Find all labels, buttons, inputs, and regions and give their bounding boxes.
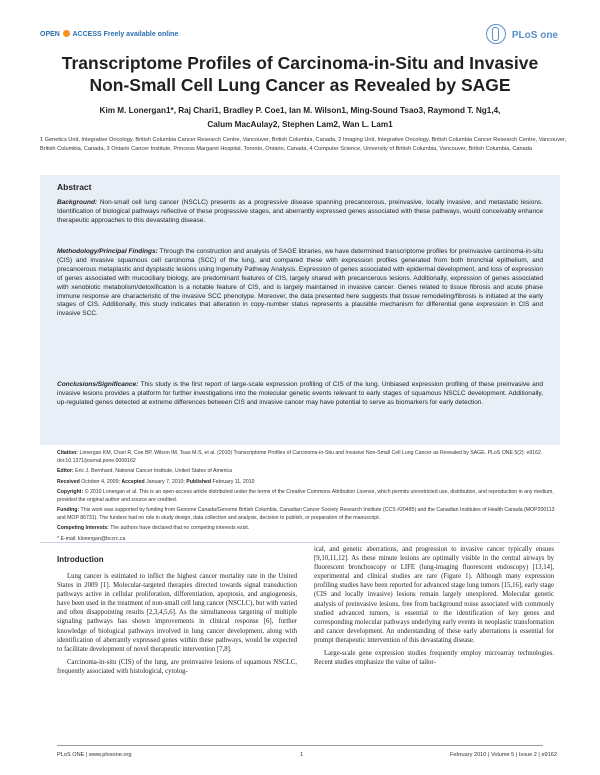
abstract-background [57,199,543,226]
open-access-badge [40,30,178,38]
competing-label: Competing Interests: [57,525,109,531]
open-access-lock-icon [63,30,70,37]
author-list [40,104,560,132]
accepted-label: Accepted [121,478,145,485]
accepted-text: January 7, 2010; [146,478,185,485]
access-label: ACCESS Freely available online [72,31,179,38]
introduction-heading: Introduction [57,555,104,564]
author-line: Calum MacAulay2, Stephen Lam2, Wan L. Lam1 [207,120,393,129]
background-text: Non-small cell lung cancer (NSCLC) presents as a progressive disease spanning precancerous, preinvasive, locally invasive, and metastatic lesions. Identification of biological pathways reflective of these progressive stages, and aberrantly expressed genes associated with these pathways, would conceivably enhance therapeutic approaches to this devastating disease. [57,199,543,224]
competing-interests [57,525,557,533]
published-text: February 11, 2010 [212,478,255,485]
journal-logo-text: PLoS one [511,30,558,41]
corresponding-email[interactable]: * E-mail: klonergan@bccrc.ca [57,535,126,542]
editor-text: Eric J. Bernhard, National Cancer Institute, United States of America [75,468,233,474]
copyright-label: Copyright: [57,489,84,495]
published-label: Published [186,478,212,485]
article-metadata [57,450,557,546]
author-line: Kim M. Lonergan1*, Raj Chari1, Bradley P. Coe1, Ian M. Wilson1, Ming-Sound Tsao3, Raymond T. Ng1,4, [99,106,501,115]
title-line: Transcriptome Profiles of Carcinoma-in-Situ and Invasive [61,53,539,73]
intro-paragraph: ical, and genetic aberrations, and progression to invasive cancer typically ensues [9,10,11,12]. As these minute lesions are optimally visible in the central airways by fluorescent bronchoscopy or LIFE (lung-imaging fluorescent endoscopy) [13,14], experimental and clinical studies are rare (Figure 1). Although many expression profiling studies have been reported for advanced stage lung tumors [15,16], early stage (CIS and locally invasive) lesions remain largely unexplored. Molecular genetic analysis of preinvasive lesions, free from background noise associated with commonly studied advanced tumors, is essential to the identification of key genes and corresponding molecular pathways underlying early events in neoplastic transformation and cancer development. An understanding of these early aberrations is essential for prompt therapeutic intervention of this devastating disease. [314,546,554,644]
footer-issue: February 2010 | Volume 5 | Issue 2 | e9162 [450,752,557,758]
abstract-conclusions [57,381,543,408]
funding [57,507,557,522]
intro-right-column [314,545,554,671]
intro-left-column [57,572,297,680]
received-label: Received [57,478,80,485]
page-number: 1 [300,752,304,758]
intro-paragraph: Lung cancer is estimated to inflict the highest cancer mortality rate in the United States in 2009 [1]. Molecular-targeted therapies directed towards signal transduction pathways active in cellular proliferation, differentiation, apoptosis, and angiogenesis, have been used in the treatment of non-small cell lung cancer (NSCLC), but with varied and often disappointing results [2,3,4,5,6]. As the simultaneous targeting of multiple signaling pathways has shown improvements in clinical response [6], further knowledge of biological pathways involved in lung cancer development, along with identification of aberrantly expressed genes within these pathways, would be expected to facilitate development of novel therapeutic intervention [7,8]. [57,573,297,653]
footer-journal[interactable]: PLoS ONE | www.plosone.org [57,752,132,758]
citation-text: Lonergan KM, Chari R, Coe BP, Wilson IM, Tsao M-S, et al. (2010) Transcriptome Profiles of Carcinoma-in-Situ and Invasive Non-Small Cell Lung Cancer as Revealed by SAGE. PLoS ONE 5(2): e9162. doi:10.1371/journal.pone.0009162 [57,450,543,464]
citation-label: Citation: [57,450,79,456]
affiliations: 1 Genetics Unit, Integrative Oncology, British Columbia Cancer Research Centre, Vancouver, British Columbia, Canada, 2 Imaging Unit, Integrative Oncology, British Columbia Cancer Research Centre, Vancouver, British Columbia, Canada, 3 Ontario Cancer Institute, Princess Margaret Hospital, Toronto, Ontario, Canada, 4 Computer Science, University of British Columbia, Vancouver, British Columbia, Canada [40,137,567,152]
section-divider [40,542,560,543]
conclusions-text: This study is the first report of large-scale expression profiling of CIS of the lung. Unbiased expression profiling of these preinvasive and invasive lesions provides a platform for further investigations into the molecular genetic events relevant to early stages of squamous NSCLC development. Additionally, up-regulated genes detected at extreme differences between CIS and invasive cancer may have potential to serve as biomarkers for early detection. [57,381,543,406]
intro-paragraph: Large-scale gene expression studies frequently employ microarray technologies. Recent studies emphasize the value of tailor- [314,650,554,667]
methods-label: Methodology/Principal Findings: [57,248,158,255]
competing-text: The authors have declared that no competing interests exist. [110,525,250,531]
intro-paragraph: Carcinoma-in-situ (CIS) of the lung, are preinvasive lesions of squamous NSCLC, frequently associated with histological, cytolog- [57,658,297,675]
conclusions-label: Conclusions/Significance: [57,381,139,388]
abstract-methods [57,248,543,319]
background-label: Background: [57,199,98,206]
copyright-text: © 2010 Lonergan et al. This is an open-access article distributed under the terms of the Creative Commons Attribution License, which permits unrestricted use, distribution, and reproduction in any medium, provided the original author and source are credited. [57,489,554,503]
paper-title [40,52,560,96]
funding-text: This work was supported by funding from Genome Canada/Genome British Columbia, Canadian Cancer Society Research Institute (CCS #20485) and the Canadian Institutes of Health Canada (MOP200113 and MOP 86731). The funders had no role in study design, data collection and analysis, decision to publish, or preparation of the manuscript. [57,507,555,521]
journal-logo[interactable] [486,24,558,44]
citation [57,450,557,465]
title-line: Non-Small Cell Lung Cancer as Revealed by SAGE [89,75,511,95]
footer-divider [57,745,543,746]
plos-logo-icon [486,24,506,44]
dates [57,479,557,487]
abstract-heading: Abstract [57,182,92,192]
editor-label: Editor: [57,468,74,474]
editor [57,468,557,476]
methods-text: Through the construction and analysis of SAGE libraries, we have determined transcriptome profiles for preinvasive carcinoma-in-situ (CIS) and invasive squamous cell carcinoma (SCC) of the lung, and compared these with expression profiles generated from both bronchial epithelium, and precancerous metaplastic and dysplastic lesions using Ingenuity Pathway Analysis. Expression of genes associated with epidermal development, and loss of expression of genes associated with mucociliary biology, are predominant features of CIS, largely shared with precancerous lesions. Additionally, expression of genes associated with xenobiotic metabolism/detoxification is a notable feature of CIS, and is largely maintained in invasive cancer. Genes related to tissue fibrosis and acute phase immune response are characteristic of the invasive SCC phenotype. Moreover, the data presented here suggests that tissue remodeling/fibrosis is initiated at the early stages of CIS. Additionally, this study indicates that alteration in copy-number status represents a plausible mechanism for differential gene expression in CIS and invasive SCC. [57,248,543,318]
open-label: OPEN [40,31,60,38]
received-text: October 4, 2009; [81,478,120,485]
funding-label: Funding: [57,507,80,513]
copyright [57,489,557,504]
